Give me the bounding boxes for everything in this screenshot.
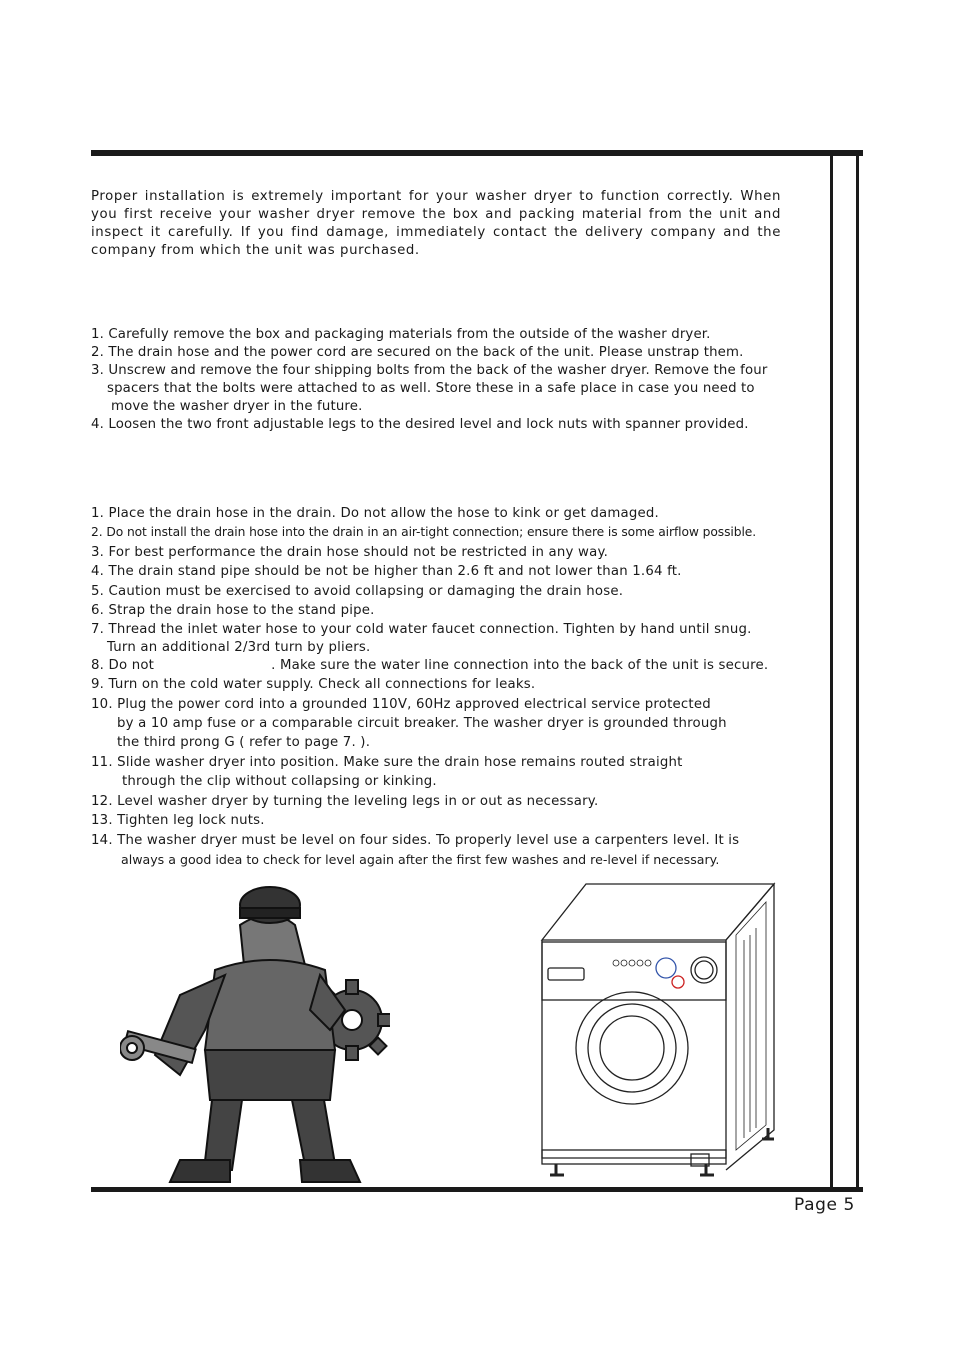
intro-paragraph: Proper installation is extremely important for your washer dryer to function correctly. When you first receive your washer dryer remove the box and packing material from the unit and inspect it carefully. If you find damage, immediately contact the delivery company and the company from which the unit was purchased. — [91, 189, 781, 258]
install-step: 9. Turn on the cold water supply. Check all connections for leaks. — [91, 677, 536, 693]
install-step: 11. Slide washer dryer into position. Make sure the drain hose remains routed straight through the clip without collapsing or kinking. — [91, 754, 683, 790]
unpack-step: 2. The drain hose and the power cord are secured on the back of the unit. Please unstrap them. — [91, 345, 744, 360]
install-step: 12. Level washer dryer by turning the leveling legs in or out as necessary. — [91, 793, 599, 809]
installation-steps — [91, 504, 768, 869]
install-step: 7. Thread the inlet water hose to your cold water faucet connection. Tighten by hand until snug. Turn an additional 2/3rd turn by pliers. — [91, 622, 752, 655]
install-step: 14. The washer dryer must be level on four sides. To properly level use a carpenters level. It is always a good idea to check for level again after the first few washes and re-level if necessary. — [91, 832, 740, 867]
install-step: 2. Do not install the drain hose into the drain in an air-tight connection; ensure there is some airflow possible. — [91, 525, 757, 540]
unpack-step: 3. Unscrew and remove the four shipping bolts from the back of the washer dryer. Remove the four spacers that the bolts were attached to as well. Store these in a safe place in case you need to move the washer dryer in the future. — [91, 363, 768, 414]
unpack-step: 1. Carefully remove the box and packaging materials from the outside of the washer dryer. — [91, 327, 711, 342]
install-step: 8. Do not . Make sure the water line connection into the back of the unit is secure. — [91, 657, 769, 673]
install-step: 4. The drain stand pipe should be not be higher than 2.6 ft and not lower than 1.64 ft. — [91, 564, 682, 580]
mechanic-illustration — [120, 880, 390, 1190]
install-step: 3. For best performance the drain hose should not be restricted in any way. — [91, 544, 609, 560]
unpack-step: 4. Loosen the two front adjustable legs to the desired level and lock nuts with spanner provided. — [91, 417, 749, 432]
install-step: 13. Tighten leg lock nuts. — [91, 813, 265, 829]
washer-dryer-illustration — [536, 880, 781, 1185]
install-step: 6. Strap the drain hose to the stand pipe. — [91, 603, 375, 619]
unpacking-steps — [91, 326, 767, 434]
side-tab-bar — [830, 154, 859, 1190]
install-step: 5. Caution must be exercised to avoid collapsing or damaging the drain hose. — [91, 583, 624, 599]
page-number: Page 5 — [794, 1195, 855, 1215]
bottom-rule — [91, 1187, 863, 1192]
top-rule — [91, 150, 863, 156]
install-step: 10. Plug the power cord into a grounded 110V, 60Hz approved electrical service protected by a 10 amp fuse or a comparable circuit breaker. The washer dryer is grounded through the third prong G ( refer to page 7. ). — [91, 696, 727, 751]
install-step: 1. Place the drain hose in the drain. Do not allow the hose to kink or get damaged. — [91, 506, 659, 521]
